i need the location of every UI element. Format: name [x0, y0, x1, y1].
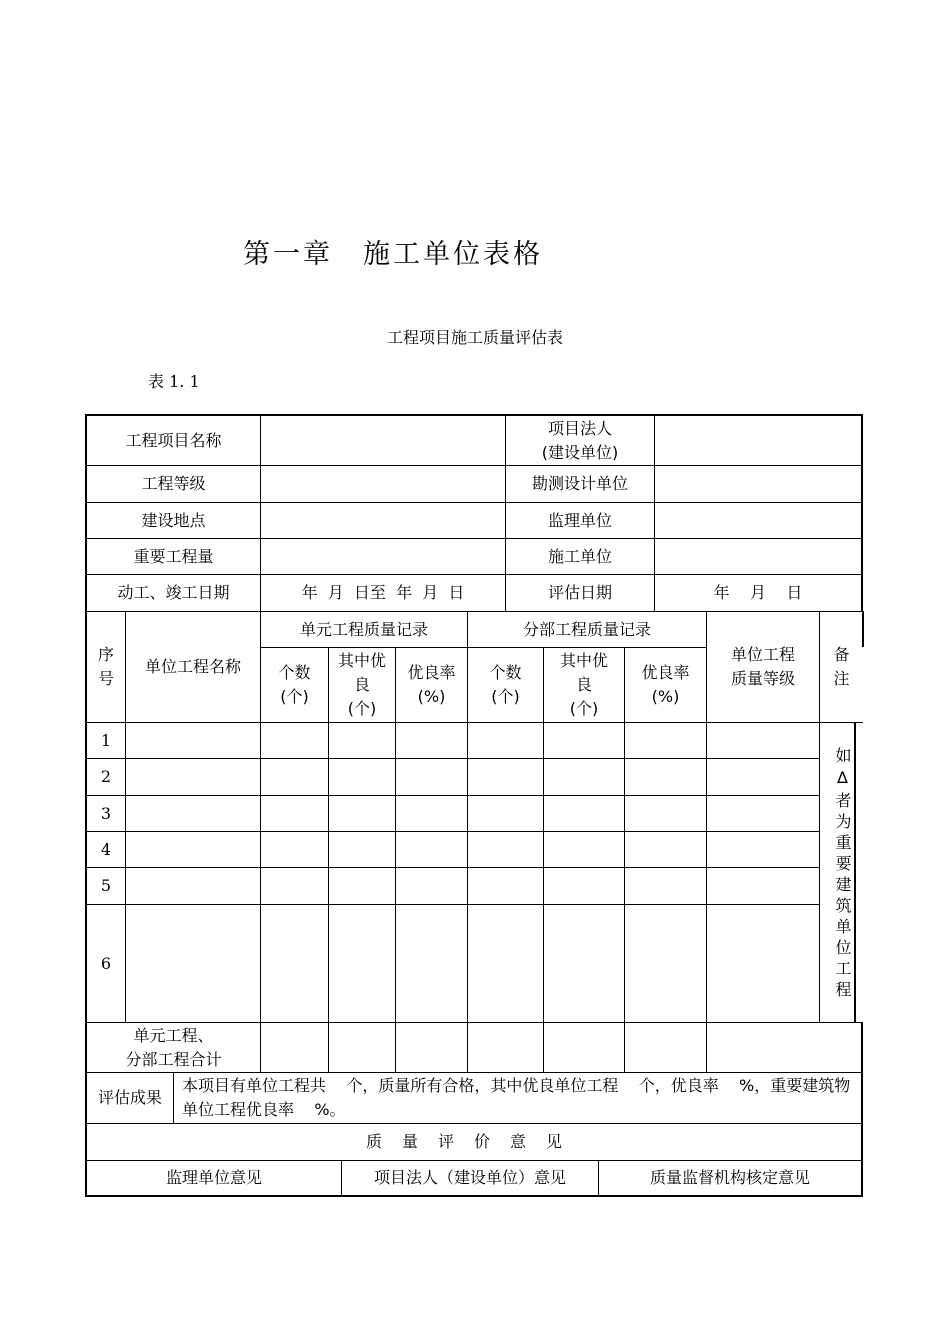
- value-start-end-dates[interactable]: 年 月 日至 年 月 日: [260, 574, 506, 612]
- table-cell[interactable]: [395, 722, 468, 759]
- header-remark-2: 注: [833, 669, 850, 688]
- table-cell[interactable]: [467, 758, 544, 796]
- header-division-count: [467, 647, 544, 723]
- table-cell[interactable]: [624, 722, 707, 759]
- table-cell[interactable]: [395, 795, 468, 832]
- header-unit-grade: [706, 611, 820, 723]
- table-cell[interactable]: [543, 904, 625, 1023]
- result-label: 评估成果: [85, 1072, 174, 1124]
- row-number: 2: [85, 758, 126, 796]
- table-cell[interactable]: [624, 831, 707, 868]
- totals-cell[interactable]: [467, 1022, 544, 1073]
- table-cell[interactable]: [260, 904, 329, 1023]
- table-cell[interactable]: [328, 758, 396, 796]
- excellent-2: 良: [575, 675, 592, 694]
- table-cell[interactable]: [260, 831, 329, 868]
- table-cell[interactable]: [125, 758, 261, 796]
- remark-note: 如∆者为重要建筑单位工程: [819, 722, 856, 1023]
- table-label: 表: [148, 372, 165, 391]
- header-division-excellent: [543, 647, 625, 723]
- table-cell[interactable]: [328, 795, 396, 832]
- header-remark: [819, 611, 863, 723]
- excellent-2: 良: [353, 675, 370, 694]
- table-cell[interactable]: [125, 867, 261, 905]
- header-remark-edge: [862, 611, 864, 647]
- rate-2: (%): [651, 687, 680, 706]
- label-legal-person: [505, 414, 655, 466]
- label-location: 建设地点: [85, 502, 261, 539]
- header-remark-1: 备: [833, 645, 850, 664]
- header-seq-1: 序: [97, 645, 114, 664]
- result-text[interactable]: 本项目有单位工程共 个，质量所有合格，其中优良单位工程 个，优良率 %，重要建筑物单位工程优良率 %。: [173, 1072, 863, 1124]
- excellent-3: (个): [347, 699, 377, 718]
- value-project-name[interactable]: [260, 414, 506, 466]
- table-cell[interactable]: [125, 795, 261, 832]
- table-cell[interactable]: [467, 795, 544, 832]
- label-construction-unit: 施工单位: [505, 538, 655, 575]
- label-start-end-dates: 动工、竣工日期: [85, 574, 261, 612]
- row-number: 4: [85, 831, 126, 868]
- table-cell[interactable]: [467, 722, 544, 759]
- table-cell[interactable]: [706, 722, 820, 759]
- rate-1: 优良率: [641, 663, 690, 682]
- table-cell[interactable]: [395, 867, 468, 905]
- table-cell[interactable]: [395, 831, 468, 868]
- table-cell[interactable]: [125, 904, 261, 1023]
- totals-cell[interactable]: [260, 1022, 329, 1073]
- excellent-1: 其中优: [337, 651, 386, 670]
- rate-1: 优良率: [407, 663, 456, 682]
- header-seq-2: 号: [97, 669, 114, 688]
- row-number: 5: [85, 867, 126, 905]
- totals-label: [85, 1022, 261, 1073]
- label-grade: 工程等级: [85, 465, 261, 503]
- table-cell[interactable]: [543, 831, 625, 868]
- opinion-title: 质量评价意见: [85, 1123, 863, 1161]
- value-survey-unit[interactable]: [654, 465, 863, 503]
- label-project-name: 工程项目名称: [85, 414, 261, 466]
- value-key-quantity[interactable]: [260, 538, 506, 575]
- row-number: 3: [85, 795, 126, 832]
- header-unit-name: 单位工程名称: [125, 611, 261, 723]
- table-cell[interactable]: [328, 867, 396, 905]
- table-cell[interactable]: [260, 722, 329, 759]
- label-key-quantity: 重要工程量: [85, 538, 261, 575]
- table-cell[interactable]: [125, 722, 261, 759]
- value-eval-date[interactable]: 年 月 日: [654, 574, 863, 612]
- value-location[interactable]: [260, 502, 506, 539]
- header-grade-1: 单位工程: [730, 645, 795, 664]
- table-number: [148, 369, 200, 392]
- table-cell[interactable]: [624, 795, 707, 832]
- table-cell[interactable]: [706, 831, 820, 868]
- value-grade[interactable]: [260, 465, 506, 503]
- table-cell[interactable]: [543, 795, 625, 832]
- table-cell[interactable]: [395, 904, 468, 1023]
- value-supervision-unit[interactable]: [654, 502, 863, 539]
- table-cell[interactable]: [624, 758, 707, 796]
- label-supervision-unit: 监理单位: [505, 502, 655, 539]
- header-division-quality: 分部工程质量记录: [467, 611, 707, 648]
- count-1: 个数: [489, 663, 522, 682]
- table-cell[interactable]: [624, 904, 707, 1023]
- table-cell[interactable]: [706, 867, 820, 905]
- table-cell[interactable]: [395, 758, 468, 796]
- table-cell[interactable]: [125, 831, 261, 868]
- row-number: 6: [85, 904, 126, 1023]
- opinion-supervisory-org: 质量监督机构核定意见: [598, 1160, 863, 1197]
- table-cell[interactable]: [328, 904, 396, 1023]
- table-cell[interactable]: [543, 758, 625, 796]
- table-cell[interactable]: [543, 722, 625, 759]
- table-cell[interactable]: [624, 867, 707, 905]
- totals-cell[interactable]: [624, 1022, 707, 1073]
- table-cell[interactable]: [706, 795, 820, 832]
- table-cell[interactable]: [467, 904, 544, 1023]
- table-cell[interactable]: [706, 904, 820, 1023]
- value-construction-unit[interactable]: [654, 538, 863, 575]
- header-unit-rate: [395, 647, 468, 723]
- totals-cell[interactable]: [395, 1022, 468, 1073]
- legal-person-line2: (建设单位): [541, 442, 619, 462]
- opinion-supervision: 监理单位意见: [85, 1160, 342, 1197]
- table-number-value: 1. 1: [169, 372, 200, 391]
- header-unit-count: [260, 647, 329, 723]
- label-survey-unit: 勘测设计单位: [505, 465, 655, 503]
- header-seq: [85, 611, 126, 723]
- count-2: (个): [280, 687, 309, 706]
- table-cell[interactable]: [328, 831, 396, 868]
- table-cell[interactable]: [467, 867, 544, 905]
- totals-cell[interactable]: [706, 1022, 863, 1073]
- rate-2: (%): [417, 687, 446, 706]
- table-cell[interactable]: [706, 758, 820, 796]
- count-1: 个数: [278, 663, 311, 682]
- table-cell[interactable]: [260, 867, 329, 905]
- table-cell[interactable]: [260, 795, 329, 832]
- count-2: (个): [491, 687, 520, 706]
- totals-cell[interactable]: [328, 1022, 396, 1073]
- header-unit-quality: 单元工程质量记录: [260, 611, 468, 648]
- chapter-title: 第一章 施工单位表格: [243, 239, 543, 270]
- header-grade-2: 质量等级: [730, 669, 795, 688]
- header-unit-excellent: [328, 647, 396, 723]
- excellent-3: (个): [569, 699, 599, 718]
- table-cell[interactable]: [467, 831, 544, 868]
- table-cell[interactable]: [328, 722, 396, 759]
- totals-cell[interactable]: [543, 1022, 625, 1073]
- table-cell[interactable]: [260, 758, 329, 796]
- totals-1: 单元工程、: [133, 1025, 214, 1045]
- table-cell[interactable]: [543, 867, 625, 905]
- excellent-1: 其中优: [559, 651, 608, 670]
- form-title: 工程项目施工质量评估表: [386, 328, 563, 347]
- header-division-rate: [624, 647, 707, 723]
- totals-2: 分部工程合计: [125, 1049, 222, 1069]
- row-number: 1: [85, 722, 126, 759]
- label-eval-date: 评估日期: [505, 574, 655, 612]
- opinion-legal-person: 项目法人（建设单位）意见: [341, 1160, 599, 1197]
- legal-person-line1: 项目法人: [547, 418, 612, 438]
- value-legal-person[interactable]: [654, 414, 863, 466]
